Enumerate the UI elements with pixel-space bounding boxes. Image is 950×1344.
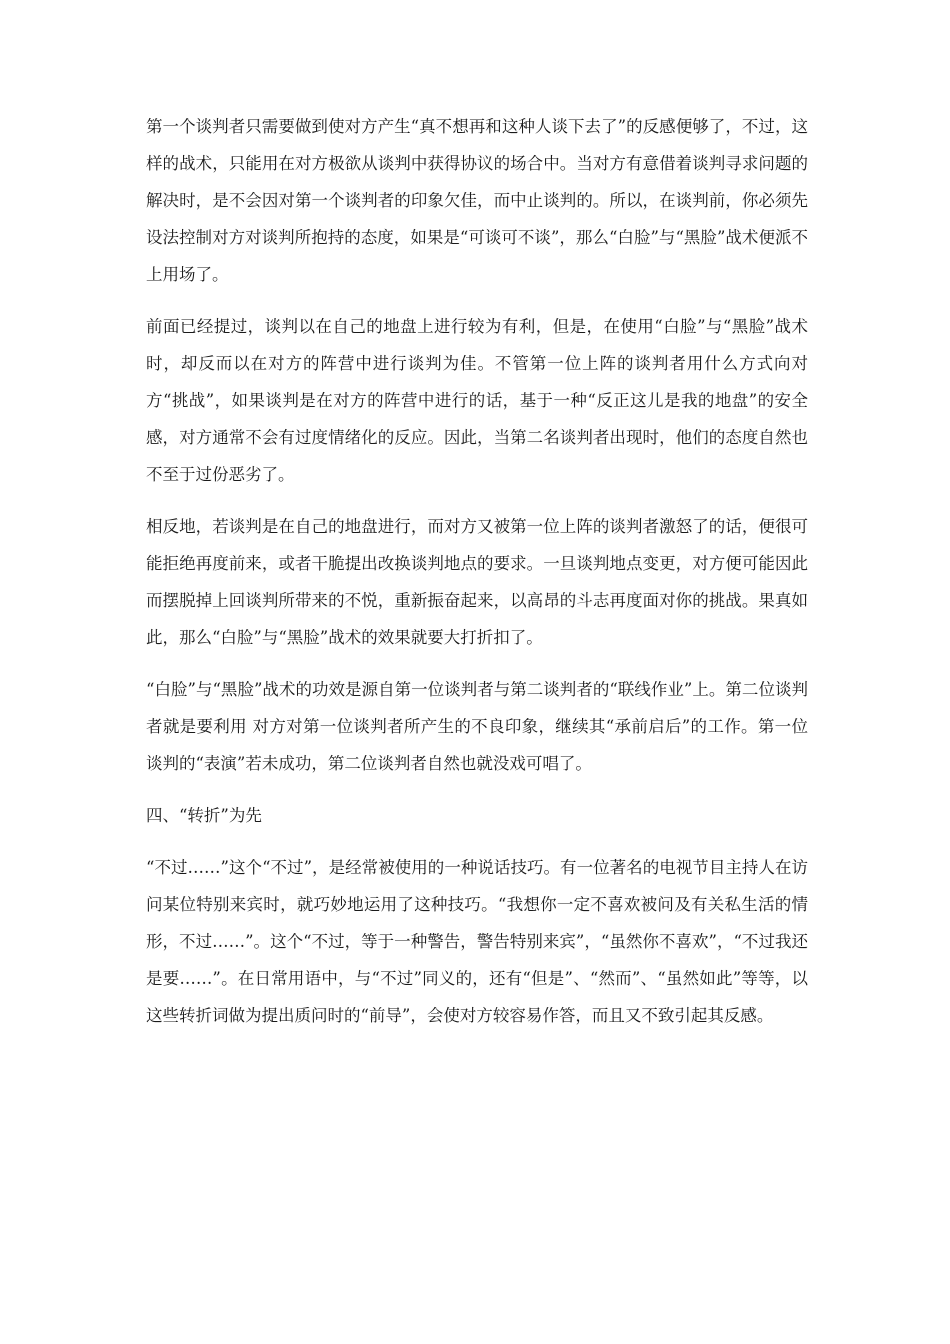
paragraph-1: 第一个谈判者只需要做到使对方产生“真不想再和这种人谈下去了”的反感便够了，不过，这样的战术，只能用在对方极欲从谈判中获得协议的场合中。当对方有意借着谈判寻求问题的解决时，是不会因对第一个谈判者的印象欠佳，而中止谈判的。所以，在谈判前，你必须先设法控制对方对谈判所抱持的态度，如果是“可谈可不谈”，那么“白脸”与“黑脸”战术便派不上用场了。 — [146, 117, 808, 284]
section-heading: 四、“转折”为先 — [146, 806, 262, 825]
paragraph-5: “不过……”这个“不过”，是经常被使用的一种说话技巧。有一位著名的电视节目主持人在访问某位特别来宾时，就巧妙地运用了这种技巧。“我想你一定不喜欢被问及有关私生活的情形，不过……”。这个“不过，等于一种警告，警告特别来宾”，“虽然你不喜欢”，“不过我还是要……”。在日常用语中，与“不过”同义的，还有“但是”、“然而”、“虽然如此”等等，以这些转折词做为提出质问时的“前导”，会使对方较容易作答，而且又不致引起其反感。 — [146, 858, 808, 1025]
paragraph-4: “白脸”与“黑脸”战术的功效是源自第一位谈判者与第二谈判者的“联线作业”上。第二位谈判者就是要利用 对方对第一位谈判者所产生的不良印象，继续其“承前启后”的工作。第一位谈判的“表演”若未成功，第二位谈判者自然也就没戏可唱了。 — [146, 680, 808, 773]
document-body — [146, 108, 808, 1049]
paragraph-3: 相反地，若谈判是在自己的地盘进行，而对方又被第一位上阵的谈判者激怒了的话，便很可能拒绝再度前来，或者干脆提出改换谈判地点的要求。一旦谈判地点变更，对方便可能因此而摆脱掉上回谈判所带来的不悦，重新振奋起来，以高昂的斗志再度面对你的挑战。果真如此，那么“白脸”与“黑脸”战术的效果就要大打折扣了。 — [146, 517, 808, 647]
paragraph-2: 前面已经提过，谈判以在自己的地盘上进行较为有利，但是，在使用“白脸”与“黑脸”战术时，却反而以在对方的阵营中进行谈判为佳。不管第一位上阵的谈判者用什么方式向对方“挑战”，如果谈判是在对方的阵营中进行的话，基于一种“反正这儿是我的地盘”的安全感，对方通常不会有过度情绪化的反应。因此，当第二名谈判者出现时，他们的态度自然也不至于过份恶劣了。 — [146, 317, 808, 484]
